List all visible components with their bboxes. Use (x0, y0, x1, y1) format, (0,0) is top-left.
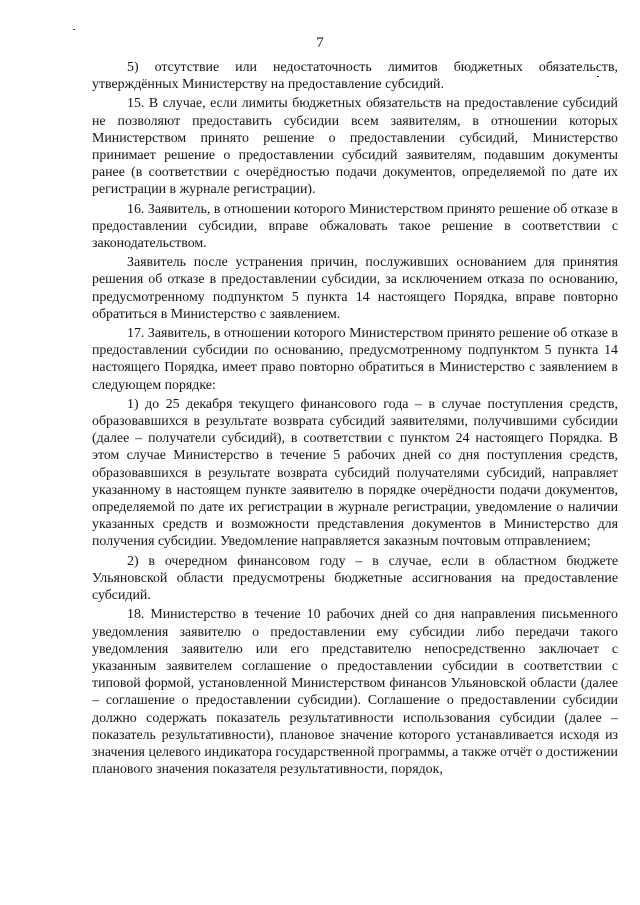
paragraph-item-5: 5) отсутствие или недостаточность лимитов бюджетных обязательств, утверждённых Министерству на предоставление субсидий. (92, 60, 618, 93)
paragraph-subitem-2: 2) в очередном финансовом году – в случае, если в областном бюджете Ульяновской области предусмотрены бюджетные ассигнования на предоставление субсидий. (92, 553, 618, 604)
paragraph-clause-18: 18. Министерство в течение 10 рабочих дней со дня направления письменного уведомления заявителю о предоставлении ему субсидии либо передачи такого уведомления заявителю или его представителю непосредственно заключает с указанным заявителем соглашение о предоставлении субсидии в соответствии с типовой формой, установленной Министерством финансов Ульяновской области (далее – соглашение о предоставлении субсидии). Соглашение о предоставлении субсидии должно содержать показатель результативности использования субсидии (далее – показатель результативности), плановое значение которого устанавливается исходя из значения целевого индикатора государственной программы, а также отчёт о достижении планового значения показателя результативности, порядок, (92, 607, 618, 778)
paragraph-clause-16: 16. Заявитель, в отношении которого Министерством принято решение об отказе в предоставлении субсидии, вправе обжаловать такое решение в соответствии с законодательством. (92, 201, 618, 252)
paragraph-reapply: Заявитель после устранения причин, послуживших основанием для принятия решения об отказе в предоставлении субсидии, за исключением отказа по основанию, предусмотренному подпунктом 5 пункта 14 настоящего Порядка, вправе повторно обратиться в Министерство с заявлением. (92, 255, 618, 322)
paragraph-clause-17: 17. Заявитель, в отношении которого Министерством принято решение об отказе в предоставлении субсидии по основанию, предусмотренному подпунктом 5 пункта 14 настоящего Порядка, имеет право повторно обратиться в Министерство с заявлением в следующем порядке: (92, 326, 618, 393)
page-number: 7 (316, 35, 324, 51)
paragraph-subitem-1: 1) до 25 декабря текущего финансового года – в случае поступления средств, образовавшихся в результате возврата субсидий заявителями, получившими субсидии (далее – получатели субсидий), в соответствии с пунктом 24 настоящего Порядка. В этом случае Министерство в течение 5 рабочих дней со дня поступления средств, образовавшихся в результате возврата субсидий получателями субсидий, направляет указанному в настоящем пункте заявителю в порядке очерёдности подачи документов, определяемой по дате их регистрации в журнале регистрации, уведомление о наличии указанных средств и возможности представления документов в Министерство для получения субсидии. Уведомление направляется заказным почтовым отправлением; (92, 396, 618, 550)
paragraph-clause-15: 15. В случае, если лимиты бюджетных обязательств на предоставление субсидий не позволяют предоставить субсидии всем заявителям, в отношении которых Министерством принято решение о предоставлении субсидий, Министерство принимает решение о предоставлении субсидий заявителям, подавшим документы ранее (в соответствии с очерёдностью подачи документов, определяемой по дате их регистрации в журнале регистрации). (92, 96, 618, 198)
scan-speck (73, 29, 75, 30)
document-body (92, 59, 618, 778)
